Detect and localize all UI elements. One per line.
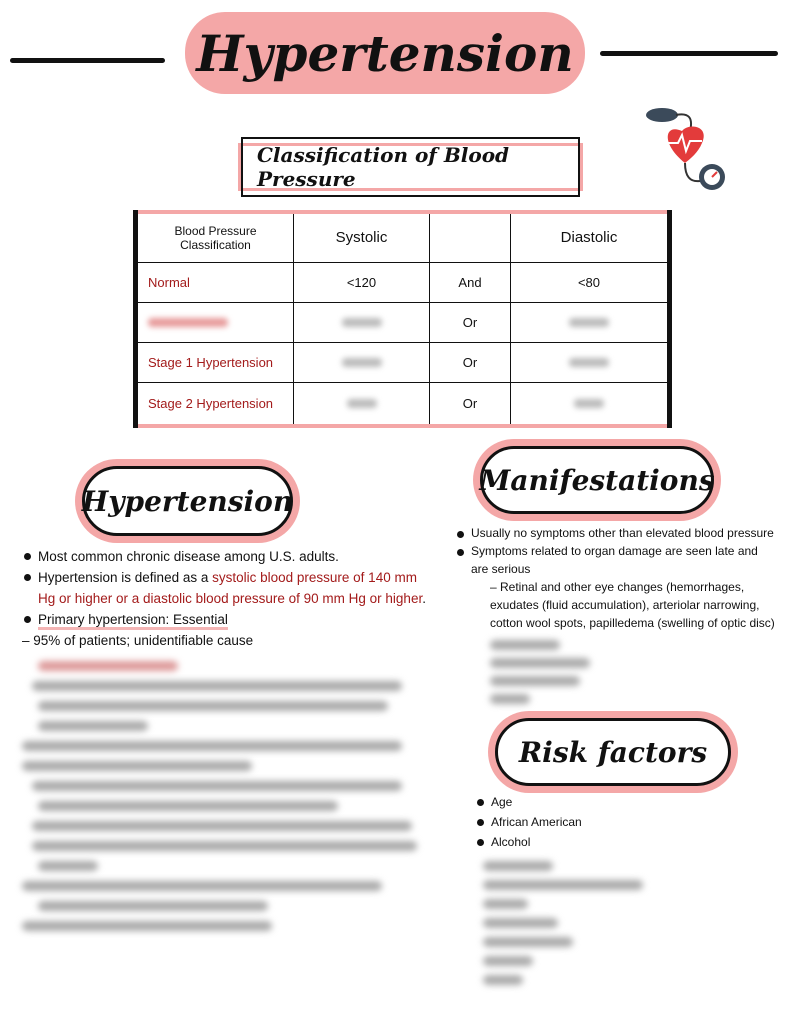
redacted-notes: [490, 640, 775, 704]
note-highlight: systolic blood pressure of 140 mm Hg or higher or a diastolic blood pressure of 90 mm Hg or higher: [38, 570, 423, 606]
row-label-redacted: [136, 302, 294, 342]
table-row: [136, 302, 670, 342]
redacted-notes: [22, 661, 432, 931]
page-title: Hypertension: [196, 23, 574, 83]
diastolic-redacted: [511, 382, 670, 426]
note-bullet: [22, 609, 432, 630]
note-bullet: Symptoms related to organ damage are seen late and are serious: [455, 542, 775, 578]
bp-classification-table: [133, 210, 672, 428]
heart-blood-pressure-icon: [640, 103, 732, 195]
diastolic-redacted: [511, 342, 670, 382]
note-sub: – 95% of patients; unidentifiable cause: [22, 633, 254, 648]
hypertension-heading: Hypertension: [82, 466, 293, 536]
row-label: Stage 2 Hypertension: [136, 382, 294, 426]
subtitle: Classification of Blood Pressure: [241, 137, 580, 197]
systolic-redacted: [294, 342, 430, 382]
note-text: Hypertension is defined as a: [38, 570, 213, 585]
manifestations-notes: [455, 524, 775, 712]
header-diastolic: Diastolic: [511, 212, 670, 262]
diastolic-redacted: [511, 302, 670, 342]
note-text: .: [422, 591, 426, 606]
note-bullet: Most common chronic disease among U.S. adults.: [22, 546, 432, 567]
row-label: Stage 1 Hypertension: [136, 342, 294, 382]
table-row: [136, 262, 670, 302]
note-bullet: [22, 567, 432, 609]
note-text: Primary hypertension: Essential: [38, 612, 228, 630]
header-blank: [430, 212, 511, 262]
systolic-value: <120: [294, 262, 430, 302]
conjunction: Or: [430, 302, 511, 342]
hypertension-notes: [22, 546, 432, 941]
table-row: [136, 382, 670, 426]
table-row: [136, 342, 670, 382]
table-header-row: [136, 212, 670, 262]
conjunction: Or: [430, 382, 511, 426]
manifestations-heading: Manifestations: [480, 446, 714, 514]
divider-left: [10, 58, 165, 63]
note-bullet: Usually no symptoms other than elevated blood pressure: [455, 524, 775, 542]
divider-right: [600, 51, 778, 56]
row-label: Normal: [136, 262, 294, 302]
risk-factors-heading: Risk factors: [495, 718, 731, 786]
systolic-redacted: [294, 302, 430, 342]
risk-item: African American: [475, 812, 725, 832]
risk-factors-list: [475, 792, 725, 994]
systolic-redacted: [294, 382, 430, 426]
redacted-risk-items: [483, 861, 725, 985]
header-classification: Blood Pressure Classification: [136, 212, 294, 262]
header-systolic: Systolic: [294, 212, 430, 262]
conjunction: And: [430, 262, 511, 302]
conjunction: Or: [430, 342, 511, 382]
title-banner: [185, 12, 585, 94]
subtitle-box: [238, 143, 583, 191]
diastolic-value: <80: [511, 262, 670, 302]
note-sub: – Retinal and other eye changes (hemorrhages, exudates (fluid accumulation), arteriolar narrowing, cotton wool spots, papilledema (swelling of optic disc): [490, 580, 775, 630]
risk-item: Age: [475, 792, 725, 812]
risk-item: Alcohol: [475, 832, 725, 852]
